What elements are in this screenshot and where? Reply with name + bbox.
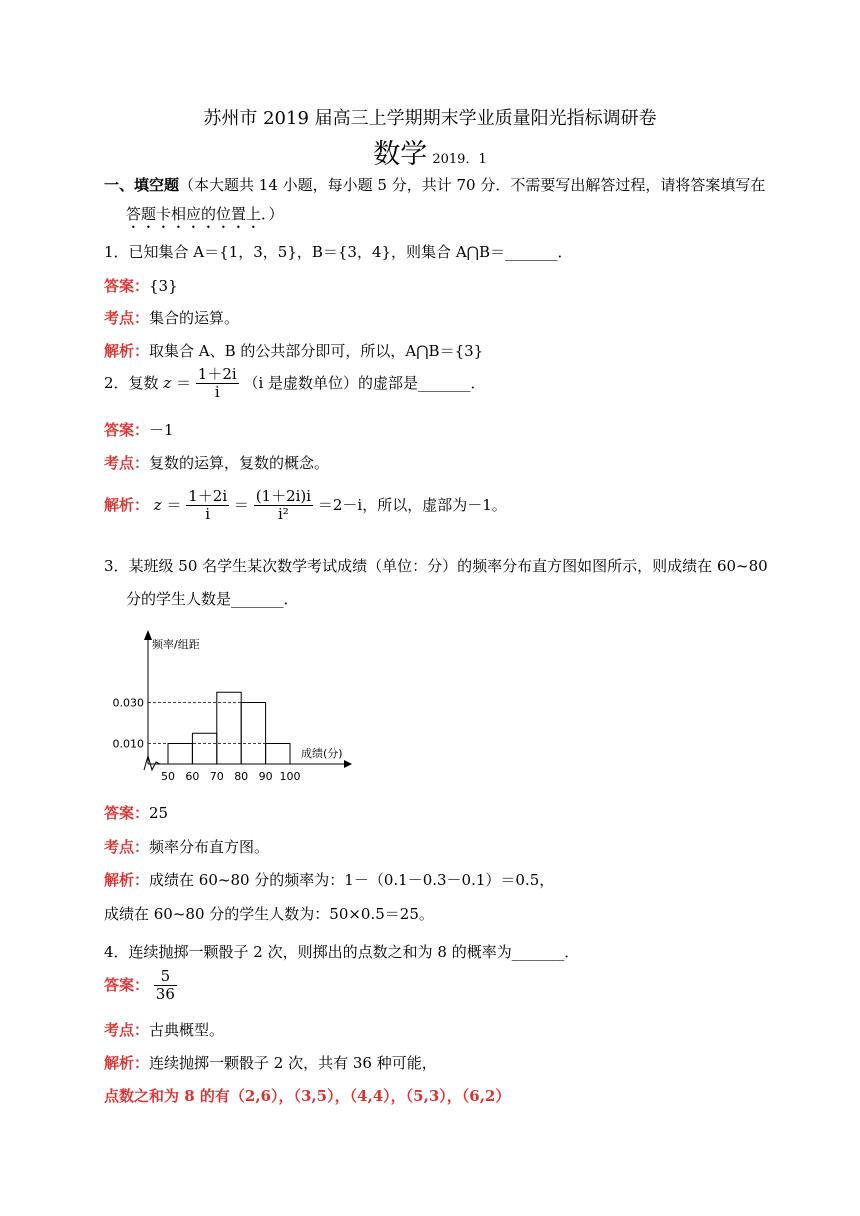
chart-axes: [144, 630, 352, 770]
q1-analysis-line: [104, 340, 483, 361]
x-tick-label: 70: [209, 770, 224, 783]
answer-label: 答案：: [104, 975, 150, 994]
q4-point-line: [104, 1019, 224, 1040]
q4-point: 古典概型。: [149, 1021, 225, 1039]
point-label: 考点：: [104, 1021, 150, 1039]
q2-answer: －1: [149, 421, 174, 439]
q2-analysis-var: z: [153, 495, 162, 514]
q2-suffix: （i 是虚数单位）的虚部是_______．: [243, 373, 486, 392]
q3-analysis-1: 成绩在 60~80 分的频率为：1－（0.1－0.3－0.1）＝0.5，: [149, 871, 555, 889]
y-axis-arrow: [144, 630, 152, 640]
analysis-label: 解析：: [104, 342, 150, 360]
q2-analysis-frac1-num: 1＋2i: [188, 487, 228, 505]
q2-analysis-frac1-den: i: [205, 505, 211, 524]
analysis-label: 解析：: [104, 495, 150, 514]
q2-point-line: [104, 452, 329, 473]
x-axis-label: 成绩(分): [301, 747, 343, 760]
answer-label: 答案：: [104, 804, 150, 822]
q2-analysis-frac2-num: (1＋2i)i: [255, 487, 312, 505]
q2-frac-num: 1＋2i: [197, 365, 237, 383]
section-intro: [104, 174, 765, 195]
q1-analysis: 取集合 A、B 的公共部分即可，所以，A⋂B＝{3}: [149, 342, 484, 360]
q2-answer-line: [104, 419, 174, 440]
document-title: 苏州市 2019 届高三上学期期末学业质量阳光指标调研卷: [203, 108, 657, 129]
q2-analysis-line: 解析： z ＝ $\frac{1+2i}{i}$ ＝ $\frac{(1+2i)i}{\text{i²}}$ ＝2－i，所以，虚部为－1。: [104, 487, 507, 524]
q3-point-line: [104, 836, 269, 857]
q2-text: 2．复数 z ＝ $\frac{1+2i}{i}$ （i 是虚数单位）的虚部是_______．: [104, 365, 486, 402]
q2-var: z: [163, 373, 172, 392]
answer-label: 答案：: [104, 277, 150, 295]
q4-answer-den: 36: [155, 985, 175, 1004]
q2-point: 复数的运算，复数的概念。: [149, 454, 330, 472]
subject-heading: [0, 132, 860, 171]
x-axis-arrow: [344, 760, 352, 768]
q2-analysis-result: ＝2－i: [317, 495, 363, 514]
q2-analysis-frac2: [254, 488, 313, 524]
x-tick-label: 50: [161, 770, 175, 783]
histogram-bar: [192, 733, 216, 764]
y-tick-label: 0.010: [112, 737, 144, 751]
q2-fraction: [196, 366, 239, 402]
answer-label: 答案：: [104, 421, 150, 439]
q1-point-line: [104, 307, 239, 328]
histogram-bar: [266, 744, 290, 765]
section-desc-2: 答题卡相应的位置上．）: [126, 205, 284, 223]
q2-frac-den: i: [214, 383, 220, 402]
q3-text-1: 3．某班级 50 名学生某次数学考试成绩（单位：分）的频率分布直方图如图所示，则成绩在 60~80: [104, 557, 768, 575]
q4-text: 4．连续抛掷一颗骰子 2 次，则掷出的点数之和为 8 的概率为_______．: [104, 943, 580, 961]
q1-answer-line: [104, 275, 178, 296]
q1-point: 集合的运算。: [149, 309, 240, 327]
x-tick-label: 90: [258, 770, 273, 783]
section-label: 一、填空题: [104, 176, 180, 194]
analysis-label: 解析：: [104, 1054, 150, 1072]
q4-answer-num: 5: [154, 968, 177, 986]
q1-text: 1．已知集合 A＝{1，3，5}，B＝{3，4}，则集合 A⋂B＝_______．: [104, 243, 573, 261]
histogram-bar: [241, 703, 265, 765]
x-tick-label: 100: [279, 770, 301, 783]
q2-analysis-frac1: [186, 488, 229, 524]
q2-analysis-frac2-den: i²: [277, 505, 289, 524]
q3-answer-line: [104, 802, 168, 823]
point-label: 考点：: [104, 309, 150, 327]
histogram-chart: [104, 626, 364, 786]
y-tick-label: 0.030: [112, 696, 144, 710]
x-tick-label: 80: [234, 770, 249, 783]
axis-break: [144, 756, 166, 770]
q4-answer-line: [104, 968, 177, 1004]
q4-analysis-line: [104, 1052, 437, 1073]
point-label: 考点：: [104, 454, 150, 472]
q4-analysis-red: 点数之和为 8 的有（2,6），（3,5），（4,4），（5,3），（6,2）: [104, 1087, 511, 1105]
q3-text-2: 分的学生人数是_______．: [126, 590, 299, 608]
q3-analysis-2: 成绩在 60~80 分的学生人数为：50×0.5＝25。: [104, 905, 434, 923]
q3-analysis-line: [104, 869, 554, 890]
section-desc-1: （本大题共 14 小题，每小题 5 分，共计 70 分．不需要写出解答过程，请将答案填写在: [179, 176, 766, 194]
q4-answer-frac: [154, 968, 177, 1004]
x-tick-label: 60: [185, 770, 200, 783]
exam-date: 2019．1: [432, 152, 487, 167]
subject-title: 数学: [373, 139, 428, 170]
analysis-label: 解析：: [104, 871, 150, 889]
histogram-bar: [217, 692, 241, 764]
q3-answer: 25: [149, 804, 169, 822]
q4-analysis: 连续抛掷一颗骰子 2 次，共有 36 种可能，: [149, 1054, 437, 1072]
y-axis-label: 频率/组距: [152, 638, 200, 651]
q2-prefix: 2．复数: [104, 373, 159, 392]
histogram-bar: [168, 744, 192, 765]
q2-analysis-tail: ，所以，虚部为－1。: [362, 495, 507, 514]
q3-point: 频率分布直方图。: [149, 838, 270, 856]
point-label: 考点：: [104, 838, 150, 856]
q1-answer: {3}: [149, 277, 178, 295]
